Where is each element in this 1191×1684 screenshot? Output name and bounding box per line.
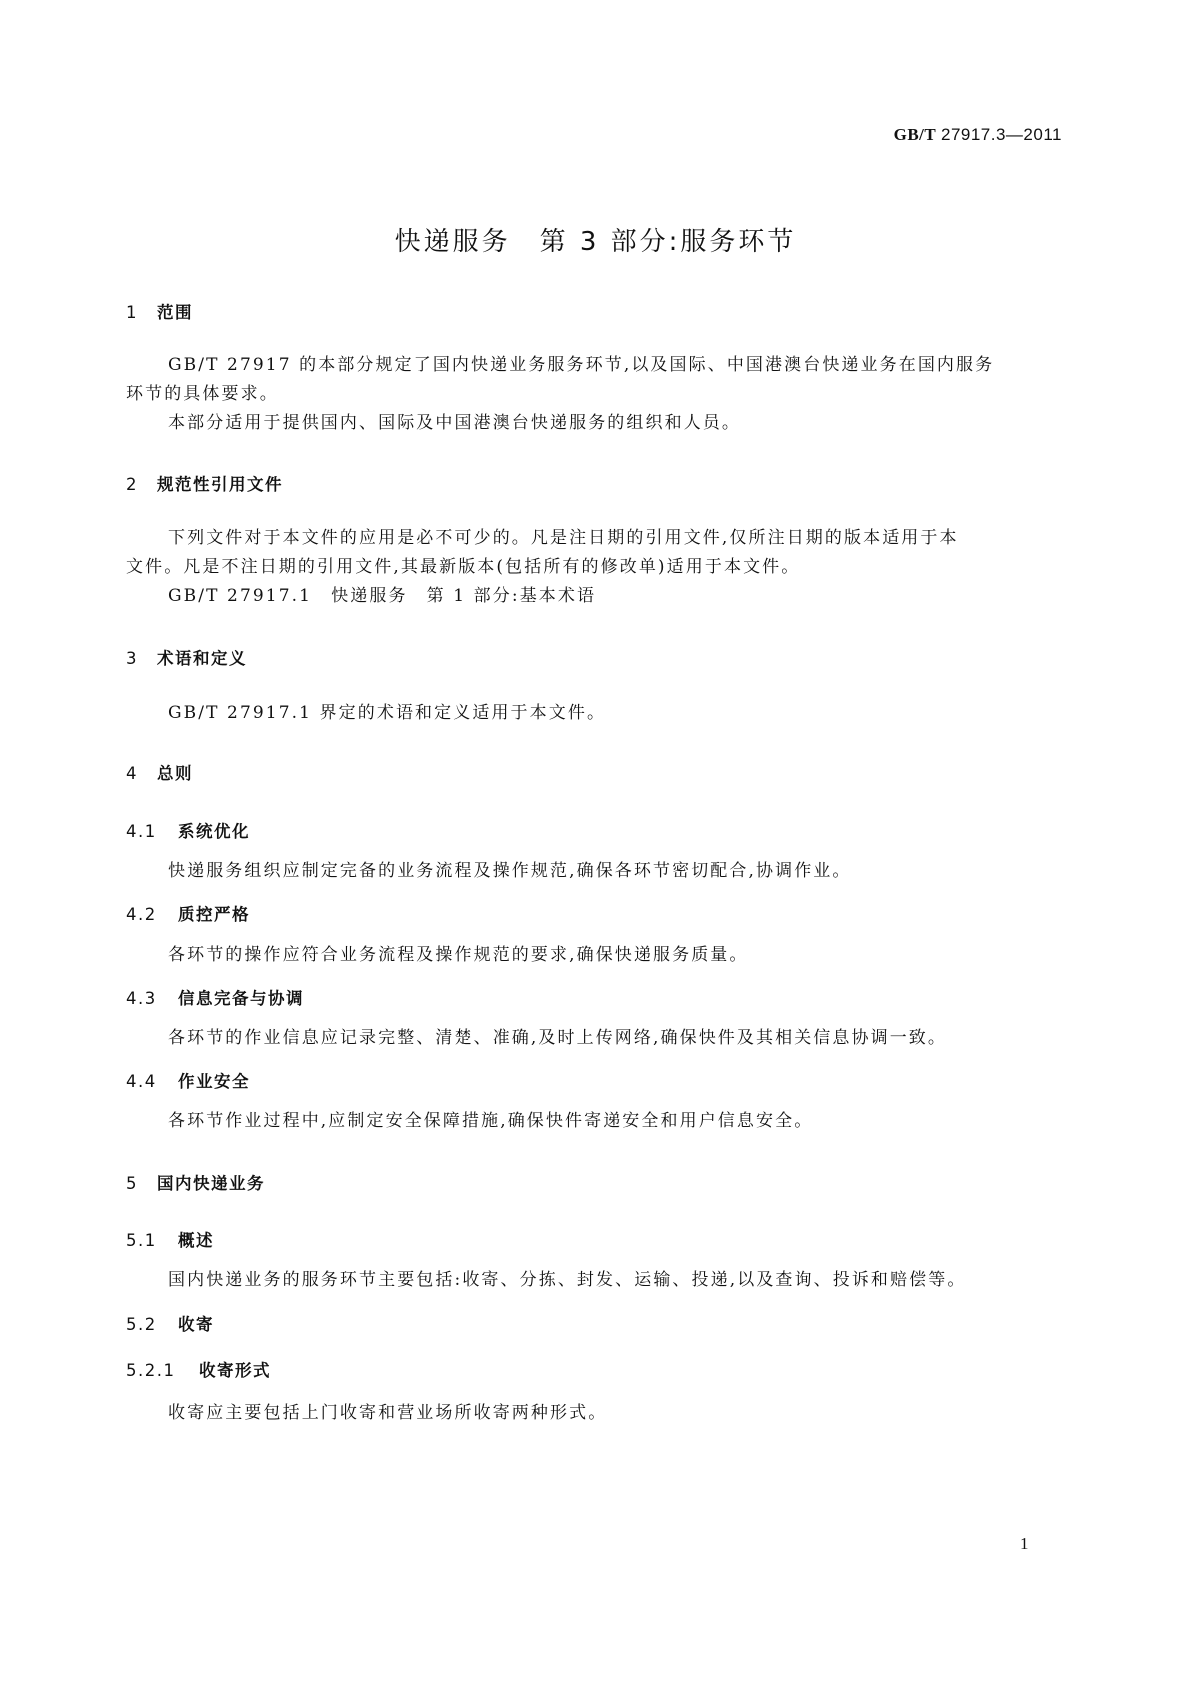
- subsection-number: 4.3: [126, 989, 157, 1008]
- subsection-heading-4-2: [126, 901, 250, 925]
- paragraph: 环节的具体要求。: [126, 384, 279, 404]
- standard-number: 27917.3—2011: [940, 125, 1062, 144]
- paragraph: 收寄应主要包括上门收寄和营业场所收寄两种形式。: [168, 1403, 608, 1423]
- subsection-number: 4.1: [126, 822, 157, 841]
- document-title: 快递服务 第 3 部分:服务环节: [394, 227, 797, 257]
- section-number: 1: [126, 303, 138, 322]
- paragraph: 本部分适用于提供国内、国际及中国港澳台快递服务的组织和人员。: [168, 413, 741, 433]
- subsection-title: 收寄: [178, 1315, 214, 1334]
- subsection-heading-5-2-1: [126, 1357, 271, 1381]
- subsection-title: 概述: [178, 1231, 214, 1250]
- subsection-title: 收寄形式: [199, 1361, 271, 1380]
- paragraph: GB/T 27917.1 界定的术语和定义适用于本文件。: [168, 703, 607, 723]
- paragraph: 各环节的作业信息应记录完整、清楚、准确,及时上传网络,确保快件及其相关信息协调一致。: [168, 1028, 948, 1048]
- subsection-number: 4.2: [126, 905, 157, 924]
- section-heading-4: [126, 760, 193, 784]
- paragraph: 各环节的操作应符合业务流程及操作规范的要求,确保快递服务质量。: [168, 945, 749, 965]
- subsection-number: 5.2.1: [126, 1361, 176, 1380]
- section-title: 范围: [157, 303, 193, 322]
- section-number: 3: [126, 649, 138, 668]
- paragraph: GB/T 27917 的本部分规定了国内快递业务服务环节,以及国际、中国港澳台快递业务在国内服务: [168, 355, 995, 375]
- paragraph: 下列文件对于本文件的应用是必不可少的。凡是注日期的引用文件,仅所注日期的版本适用于本: [168, 528, 959, 548]
- subsection-heading-5-2: [126, 1311, 214, 1335]
- section-heading-2: [126, 471, 283, 495]
- subsection-title: 质控严格: [178, 905, 250, 924]
- section-title: 规范性引用文件: [157, 475, 283, 494]
- section-title: 术语和定义: [157, 649, 247, 668]
- subsection-title: 信息完备与协调: [178, 989, 304, 1008]
- subsection-heading-5-1: [126, 1227, 214, 1251]
- paragraph: 文件。凡是不注日期的引用文件,其最新版本(包括所有的修改单)适用于本文件。: [126, 557, 801, 577]
- standard-prefix: GB/T: [893, 125, 937, 144]
- section-title: 总则: [157, 764, 193, 783]
- section-number: 2: [126, 475, 138, 494]
- paragraph: 国内快递业务的服务环节主要包括:收寄、分拣、封发、运输、投递,以及查询、投诉和赔偿等。: [168, 1270, 967, 1290]
- section-heading-3: [126, 645, 247, 669]
- subsection-heading-4-1: [126, 818, 250, 842]
- subsection-heading-4-4: [126, 1068, 250, 1092]
- subsection-number: 5.2: [126, 1315, 157, 1334]
- section-heading-1: [126, 299, 193, 323]
- section-number: 5: [126, 1174, 138, 1193]
- subsection-title: 系统优化: [178, 822, 250, 841]
- subsection-number: 5.1: [126, 1231, 157, 1250]
- section-heading-5: [126, 1170, 265, 1194]
- subsection-title: 作业安全: [178, 1072, 250, 1091]
- reference-item: GB/T 27917.1 快递服务 第 1 部分:基本术语: [168, 586, 597, 606]
- section-title: 国内快递业务: [157, 1174, 265, 1193]
- standard-code: [894, 125, 1062, 145]
- page-number: 1: [1020, 1534, 1029, 1553]
- subsection-number: 4.4: [126, 1072, 157, 1091]
- paragraph: 各环节作业过程中,应制定安全保障措施,确保快件寄递安全和用户信息安全。: [168, 1111, 814, 1131]
- section-number: 4: [126, 764, 138, 783]
- paragraph: 快递服务组织应制定完备的业务流程及操作规范,确保各环节密切配合,协调作业。: [168, 861, 852, 881]
- subsection-heading-4-3: [126, 985, 304, 1009]
